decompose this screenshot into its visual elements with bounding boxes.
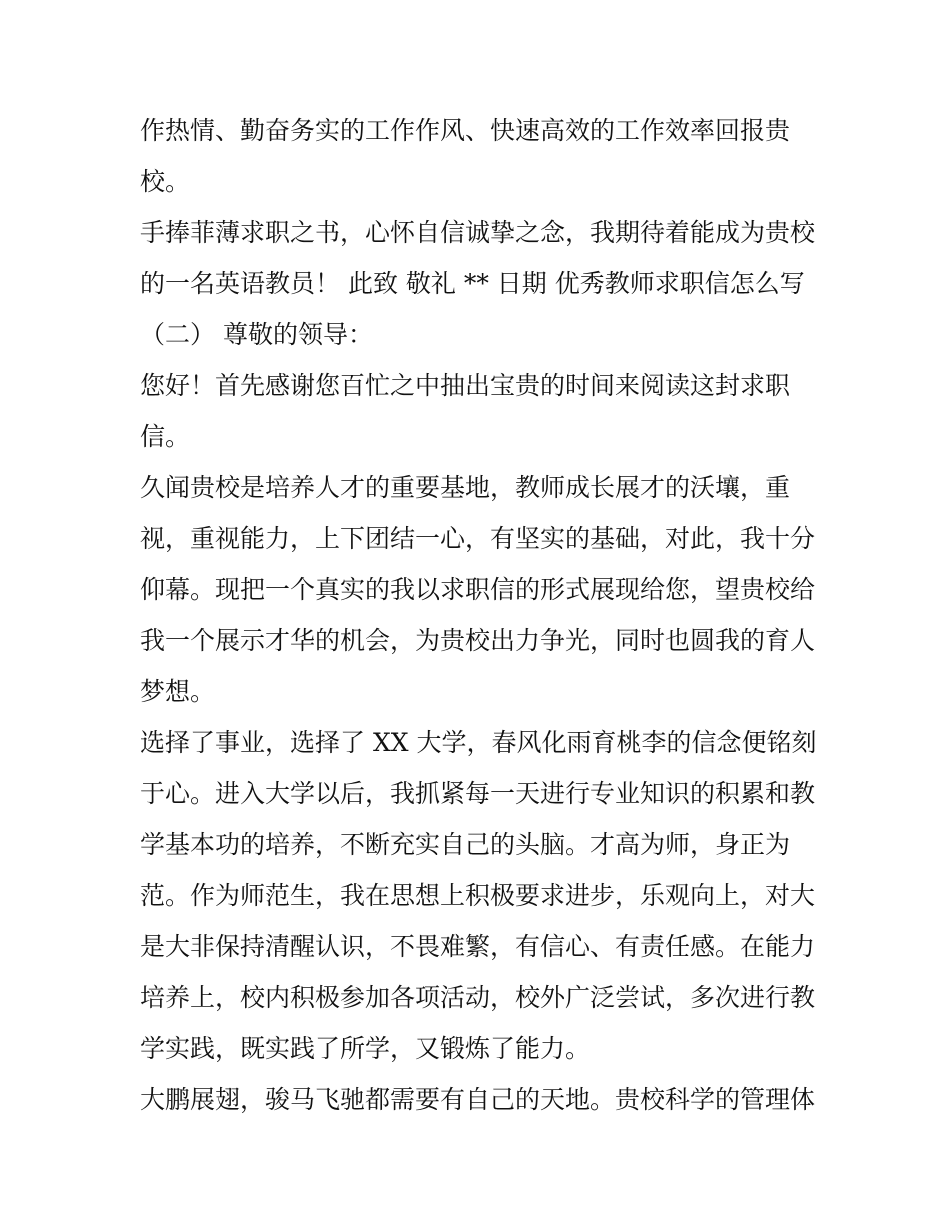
text-line: 于心。进入大学以后，我抓紧每一天进行专业知识的积累和教	[140, 779, 816, 808]
text-line: 培养上，校内积极参加各项活动，校外广泛尝试，多次进行教	[140, 983, 816, 1012]
text-line: 作热情、勤奋务实的工作作风、快速高效的工作效率回报贵	[140, 116, 791, 145]
text-line: 您好！首先感谢您百忙之中抽出宝贵的时间来阅读这封求职	[140, 371, 791, 400]
text-line: 仰幕。现把一个真实的我以求职信的形式展现给您，望贵校给	[140, 575, 816, 604]
text-line: 选择了事业，选择了 XX 大学，春风化雨育桃李的信念便铭刻	[140, 728, 817, 757]
text-line: 大鹏展翅，骏马飞驰都需要有自己的天地。贵校科学的管理体	[140, 1085, 816, 1114]
text-line: （二） 尊敬的领导：	[140, 320, 373, 349]
text-line: 是大非保持清醒认识，不畏难繁，有信心、有责任感。在能力	[140, 932, 816, 961]
text-line: 手捧菲薄求职之书，心怀自信诚挚之念，我期待着能成为贵校	[140, 218, 816, 247]
text-line: 的一名英语教员！ 此致 敬礼 ** 日期 优秀教师求职信怎么写	[140, 269, 805, 298]
text-line: 视，重视能力，上下团结一心，有坚实的基础，对此，我十分	[140, 524, 816, 553]
text-line: 学基本功的培养，不断充实自己的头脑。才高为师，身正为	[140, 830, 791, 859]
text-line: 梦想。	[140, 677, 216, 706]
text-line: 范。作为师范生，我在思想上积极要求进步，乐观向上，对大	[140, 881, 816, 910]
text-line: 信。	[140, 422, 191, 451]
text-line: 校。	[140, 167, 191, 196]
letter-body	[140, 105, 820, 1125]
text-line: 学实践，既实践了所学，又锻炼了能力。	[140, 1034, 591, 1063]
text-line: 我一个展示才华的机会，为贵校出力争光，同时也圆我的育人	[140, 626, 816, 655]
text-line: 久闻贵校是培养人才的重要基地，教师成长展才的沃壤，重	[140, 473, 791, 502]
